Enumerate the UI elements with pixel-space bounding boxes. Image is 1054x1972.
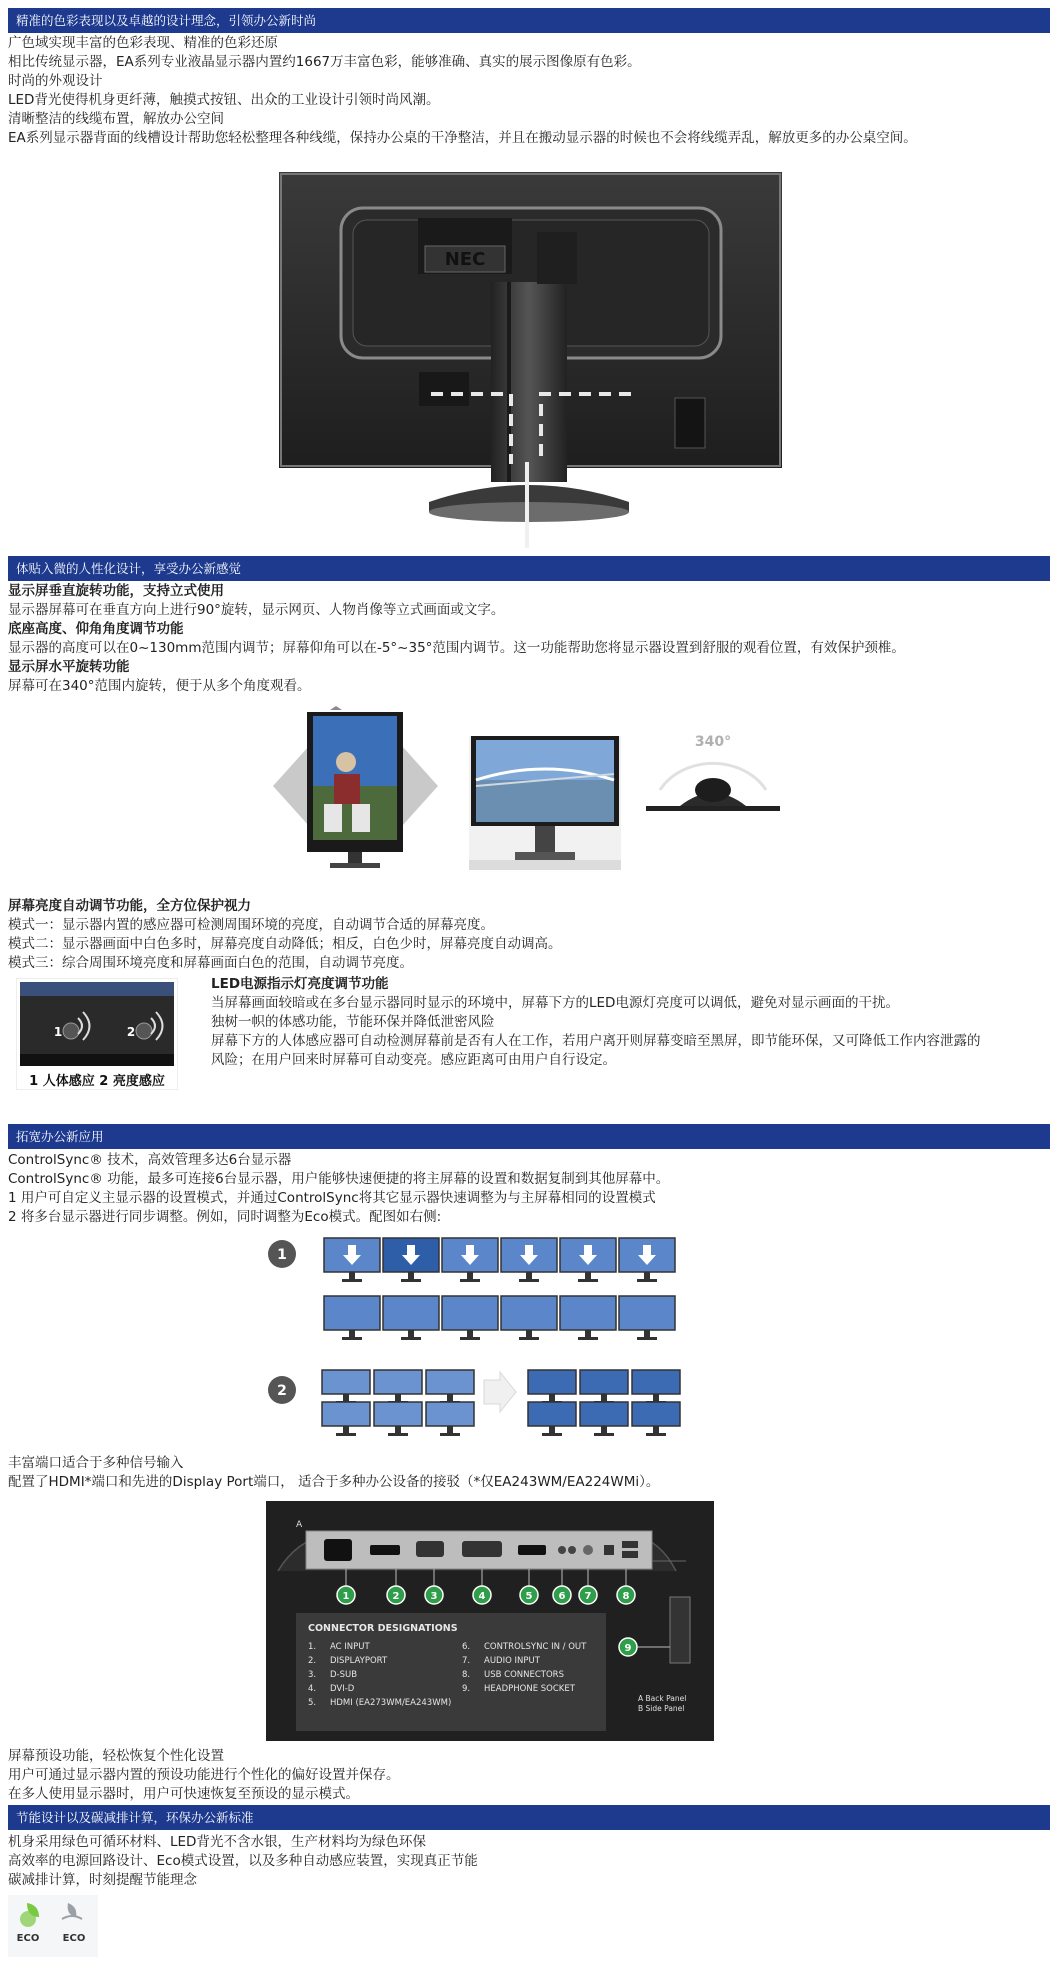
swivel-image <box>640 730 786 830</box>
brightness-mode: 模式三：综合周围环境亮度和屏幕画面白色的范围，自动调节亮度。 <box>8 955 413 971</box>
svg-text:CONTROLSYNC IN / OUT: CONTROLSYNC IN / OUT <box>484 1642 587 1652</box>
svg-text:9: 9 <box>624 1643 632 1654</box>
text-line: 高效率的电源回路设计、Eco模式设置，以及多种自动感应装置，实现真正节能 <box>8 1853 478 1869</box>
text-line: LED背光使得机身更纤薄，触摸式按钮、出众的工业设计引领时尚风潮。 <box>8 92 440 108</box>
brightness-mode: 模式一：显示器内置的感应器可检测周围环境的亮度，自动调节合适的屏幕亮度。 <box>8 917 494 933</box>
rotation-label: 340° <box>694 734 732 750</box>
eco-badge: ECO <box>16 1933 40 1944</box>
eco-badge: ECO <box>62 1933 86 1944</box>
text-line: 2 将多台显示器进行同步调整。例如，同时调整为Eco模式。配图如右侧: <box>8 1209 442 1225</box>
pivot-image <box>268 706 443 870</box>
monitor-icon <box>322 1370 370 1404</box>
svg-text:8: 8 <box>622 1591 630 1602</box>
led-text: 风险；在用户回来时屏幕可自动变亮。感应距离可由用户自行设定。 <box>211 1052 616 1068</box>
connector-item <box>308 1684 355 1694</box>
text-line: 配置了HDMI*端口和先进的Display Port端口， 适合于多种办公设备的接驳（*仅EA243WM/EA224WMi）。 <box>8 1474 660 1490</box>
svg-text:3.: 3. <box>308 1670 317 1680</box>
svg-text:AC INPUT: AC INPUT <box>330 1642 370 1652</box>
text-line: 时尚的外观设计 <box>8 73 103 89</box>
feature-title: 底座高度、仰角角度调节功能 <box>8 621 184 637</box>
svg-text:9.: 9. <box>462 1684 471 1694</box>
step-badge: 1 <box>277 1247 287 1263</box>
sensor-image <box>16 978 178 1090</box>
text-line: 屏幕预设功能，轻松恢复个性化设置 <box>8 1748 224 1764</box>
text-line: 相比传统显示器，EA系列专业液晶显示器内置约1667万丰富色彩，能够准确、真实的展示图像原有色彩。 <box>8 54 641 70</box>
svg-text:AUDIO INPUT: AUDIO INPUT <box>484 1656 540 1666</box>
connector-item <box>308 1670 357 1680</box>
step-badge: 2 <box>277 1383 287 1399</box>
feature-title: 显示屏垂直旋转功能，支持立式使用 <box>8 583 224 599</box>
text-line: 用户可通过显示器内置的预设功能进行个性化的偏好设置并保存。 <box>8 1767 400 1783</box>
nec-logo: NEC <box>444 249 486 270</box>
monitor-icon <box>528 1370 576 1404</box>
svg-text:2.: 2. <box>308 1656 317 1666</box>
feature-text: 显示器屏幕可在垂直方向上进行90°旋转，显示网页、人物肖像等立式画面或文字。 <box>8 602 505 618</box>
controlsync-diagram <box>260 1230 690 1452</box>
connector-item <box>308 1698 451 1708</box>
monitor-icon <box>528 1402 576 1436</box>
section-header-applications: 拓宽办公新应用 <box>8 1124 1050 1149</box>
monitor-icon <box>426 1402 474 1436</box>
sensor-number: 2 <box>126 1025 136 1039</box>
sensor-number: 1 <box>53 1025 63 1039</box>
eco-icons <box>8 1895 98 1957</box>
svg-text:DISPLAYPORT: DISPLAYPORT <box>330 1656 388 1666</box>
svg-text:5.: 5. <box>308 1698 317 1708</box>
text-line: 机身采用绿色可循环材料、LED背光不含水银，生产材料均为绿色环保 <box>8 1834 426 1850</box>
monitor-icon <box>619 1238 675 1282</box>
svg-text:6.: 6. <box>462 1642 471 1652</box>
section-header-eco: 节能设计以及碳减排计算，环保办公新标准 <box>8 1805 1050 1830</box>
monitor-icon <box>632 1370 680 1404</box>
feature-title: 显示屏水平旋转功能 <box>8 659 130 675</box>
svg-text:8.: 8. <box>462 1670 471 1680</box>
text-line: 清晰整洁的线缆布置，解放办公空间 <box>8 111 224 127</box>
monitor-icon <box>632 1402 680 1436</box>
monitor-icon <box>374 1370 422 1404</box>
monitor-icon <box>619 1296 675 1340</box>
svg-text:HDMI (EA273WM/EA243WM): HDMI (EA273WM/EA243WM) <box>330 1698 452 1708</box>
svg-text:1: 1 <box>342 1591 350 1602</box>
svg-text:1.: 1. <box>308 1642 317 1652</box>
text-line: 在多人使用显示器时，用户可快速恢复至预设的显示模式。 <box>8 1786 359 1802</box>
connector-panel <box>266 1501 714 1741</box>
monitor-icon <box>324 1238 380 1282</box>
monitor-icon <box>560 1238 616 1282</box>
feature-text: 屏幕可在340°范围内旋转，便于从多个角度观看。 <box>8 678 311 694</box>
svg-text:USB CONNECTORS: USB CONNECTORS <box>484 1670 564 1680</box>
svg-text:2: 2 <box>392 1591 400 1602</box>
svg-text:DVI-D: DVI-D <box>330 1684 355 1694</box>
monitor-icon <box>322 1402 370 1436</box>
svg-text:7: 7 <box>584 1591 592 1602</box>
monitor-icon <box>442 1296 498 1340</box>
monitor-icon <box>560 1296 616 1340</box>
monitor-icon <box>580 1370 628 1404</box>
section-header-color: 精准的色彩表现以及卓越的设计理念，引领办公新时尚 <box>8 8 1050 33</box>
connector-title: CONNECTOR DESIGNATIONS <box>308 1623 458 1634</box>
text-line: 1 用户可自定义主显示器的设置模式，并通过ControlSync将其它显示器快速调整为与主屏幕相同的设置模式 <box>8 1190 656 1206</box>
brightness-title: 屏幕亮度自动调节功能，全方位保护视力 <box>8 898 251 914</box>
monitor-back-image <box>279 172 782 548</box>
svg-text:D-SUB: D-SUB <box>330 1670 358 1680</box>
text-line: 碳减排计算，时刻提醒节能理念 <box>8 1872 197 1888</box>
svg-text:4: 4 <box>478 1591 486 1602</box>
brightness-mode: 模式二：显示器画面中白色多时，屏幕亮度自动降低；相反，白色少时，屏幕亮度自动调高。 <box>8 936 562 952</box>
led-title: LED电源指示灯亮度调节功能 <box>211 976 389 992</box>
svg-text:HEADPHONE SOCKET: HEADPHONE SOCKET <box>484 1684 575 1694</box>
led-text: 当屏幕画面较暗或在多台显示器同时显示的环境中，屏幕下方的LED电源灯亮度可以调低，避免对显示画面的干扰。 <box>211 995 899 1011</box>
svg-text:4.: 4. <box>308 1684 317 1694</box>
svg-text:7.: 7. <box>462 1656 471 1666</box>
monitor-icon <box>374 1402 422 1436</box>
panel-a-label: A <box>296 1520 303 1530</box>
svg-text:5: 5 <box>525 1591 533 1602</box>
text-line: 丰富端口适合于多种信号输入 <box>8 1455 184 1471</box>
legend-a: A Back Panel <box>638 1694 687 1703</box>
monitor-icon <box>501 1296 557 1340</box>
monitor-icon <box>426 1370 474 1404</box>
svg-text:6: 6 <box>558 1591 566 1602</box>
monitor-icon <box>383 1296 439 1340</box>
monitor-icon <box>442 1238 498 1282</box>
led-text: 独树一帜的体感功能，节能环保并降低泄密风险 <box>211 1014 495 1030</box>
sensor-caption: 1 人体感应 2 亮度感应 <box>29 1074 165 1089</box>
legend-b: B Side Panel <box>638 1704 685 1713</box>
monitor-icon <box>501 1238 557 1282</box>
monitor-icon <box>324 1296 380 1340</box>
text-line: EA系列显示器背面的线槽设计帮助您轻松整理各种线缆，保持办公桌的干净整洁，并且在搬动显示器的时候也不会将线缆弄乱，解放更多的办公桌空间。 <box>8 130 917 146</box>
feature-text: 显示器的高度可以在0~130mm范围内调节；屏幕仰角可以在-5°~35°范围内调节。这一功能帮助您将显示器设置到舒服的观看位置，有效保护颈椎。 <box>8 640 905 656</box>
text-line: ControlSync® 功能，最多可连接6台显示器，用户能够快速便捷的将主屏幕的设置和数据复制到其他屏幕中。 <box>8 1171 670 1187</box>
monitor-icon <box>580 1402 628 1436</box>
svg-text:3: 3 <box>430 1591 438 1602</box>
text-line: 广色域实现丰富的色彩表现、精准的色彩还原 <box>8 35 278 51</box>
section-header-ergonomic: 体贴入微的人性化设计，享受办公新感觉 <box>8 556 1050 581</box>
monitor-icon <box>383 1238 439 1282</box>
led-text: 屏幕下方的人体感应器可自动检测屏幕前是否有人在工作，若用户离开则屏幕变暗至黑屏，即节能环保，又可降低工作内容泄露的 <box>211 1033 981 1049</box>
text-line: ControlSync® 技术，高效管理多达6台显示器 <box>8 1152 292 1168</box>
tilt-image <box>469 736 621 870</box>
